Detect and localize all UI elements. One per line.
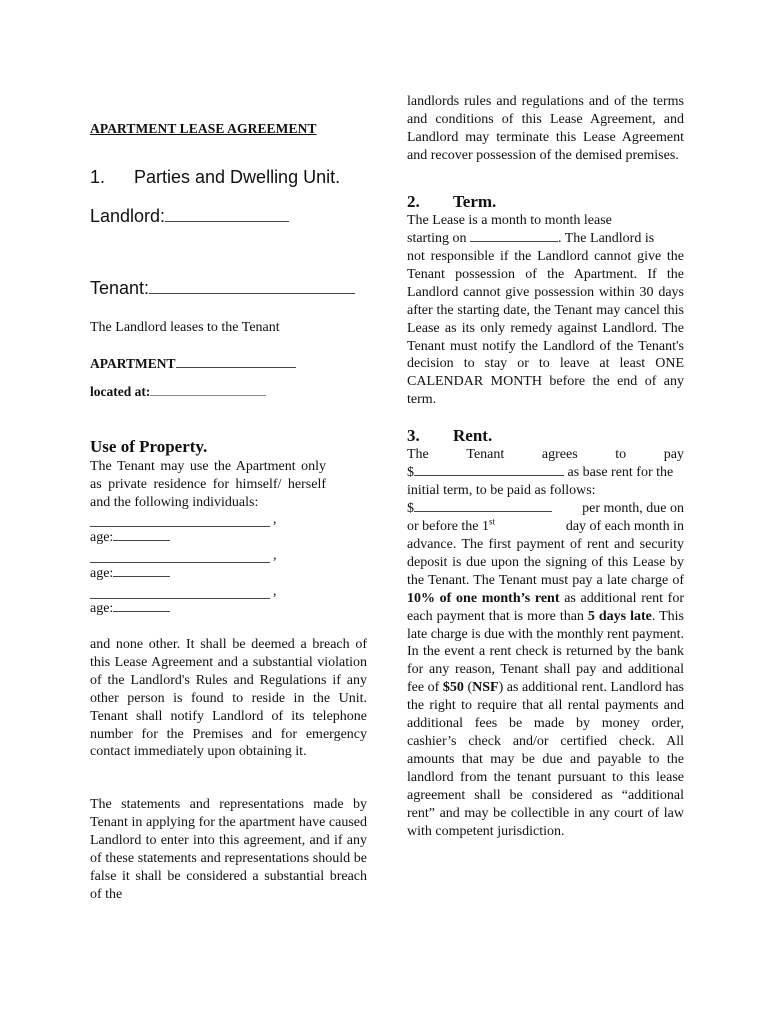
use-of-property-text: The Tenant may use the Apartment only as private residence for himself/ herself and the following individuals: xyxy=(90,459,326,510)
apartment-blank[interactable] xyxy=(176,367,296,368)
statements-paragraph: The statements and representations made by Tenant in applying for the apartment have caused Landlord to enter into this agreement, and if any of these statements and representations should be false it shall be considered a substantial breach of the xyxy=(90,797,367,902)
rent-line-5 xyxy=(407,518,684,536)
tenant-blank[interactable] xyxy=(149,293,355,294)
rent-heading xyxy=(407,426,492,446)
rent-word-pay: pay xyxy=(663,447,684,462)
rent-text-e: ) as additional rent. Landlord has the right to require that all rental payments and additional fees be made by money order, cashier’s check and/or certified check. All amounts that may be due and payable to the landlord from the tenant pursuant to this lease agreement shall be considered as “additional rent” and may be collectible in any court of law with competent jurisdiction. xyxy=(407,680,684,839)
rent-dollar-sign: $ xyxy=(407,501,414,516)
rent-word-to: to xyxy=(615,447,627,462)
rent-day-text: day of each month in xyxy=(565,519,684,534)
rent-text-a: advance. The first payment of rent and security deposit is due upon the signing of this Lease by the Tenant. The Tenant must pay a late charge of xyxy=(407,537,684,588)
rent-text-d: ( xyxy=(463,680,473,696)
located-blank[interactable] xyxy=(150,395,266,396)
individual-2-age xyxy=(90,566,170,582)
age-label: age: xyxy=(90,566,114,581)
rent-text-b: as additional rent for each payment that is more than xyxy=(407,590,684,624)
individual-2-row xyxy=(90,547,367,565)
base-rent-blank[interactable] xyxy=(414,475,564,476)
rent-base-text: as base rent for the xyxy=(567,465,674,480)
individual-1-age-blank[interactable] xyxy=(113,540,170,541)
individual-3-blank[interactable] xyxy=(90,583,270,599)
section-1-number: 1. xyxy=(90,167,106,187)
section-1-heading xyxy=(90,167,340,188)
individual-1-comma: , xyxy=(273,512,277,527)
term-heading: 2. Term. xyxy=(407,192,497,211)
rent-before-text: or before the 1 xyxy=(407,519,490,534)
term-paragraph: not responsible if the Landlord cannot give the Tenant possession of the Apartment. If the Landlord cannot give possession within 30 days after the starting date, the Tenant may cancel this Lease as its only remedy against Landlord. The Tenant must notify the Landlord of the Tenant's decision to stay or to leave at least ONE CALENDAR MONTH before the end of any term. xyxy=(407,249,684,408)
rent-dollar-sign: $ xyxy=(407,465,414,480)
apartment-field xyxy=(90,356,296,372)
age-label: age: xyxy=(90,601,114,616)
individual-2-blank[interactable] xyxy=(90,547,270,563)
landlord-field xyxy=(90,206,289,227)
continued-paragraph: landlords rules and regulations and of the terms and conditions of this Lease Agreement, and Landlord may terminate this Lease Agreement and recover possession of the demised premises. xyxy=(407,94,684,163)
term-landlord-is: . The Landlord is xyxy=(558,231,655,246)
rent-line-3: initial term, to be paid as follows: xyxy=(407,483,596,498)
none-other-paragraph: and none other. It shall be deemed a breach of this Lease Agreement and a substantial violation of the Landlord's Rules and Regulations if any other person is found to reside in the Unit. Tenant shall notify Landlord of its telephone number for the Premises and for emergency contact immediately upon obtaining it. xyxy=(90,637,367,760)
landlord-blank[interactable] xyxy=(165,221,289,222)
landlord-label: Landlord: xyxy=(90,206,166,226)
rent-word-tenant: Tenant xyxy=(466,447,505,462)
nsf-fee: $50 xyxy=(442,680,464,696)
rent-text-c: . This late charge is due with the monthly rent payment. In the event a rent check is returned by the bank for any reason, Tenant shall pay and additional fee of xyxy=(407,608,685,696)
term-line-2 xyxy=(407,230,684,248)
rent-per-month-text: per month, due on xyxy=(582,501,684,516)
tenant-field xyxy=(90,278,355,299)
individual-3-comma: , xyxy=(273,584,277,599)
term-title: Term. xyxy=(453,192,497,211)
rent-number: 3. xyxy=(407,426,420,445)
rent-title: Rent. xyxy=(453,426,493,445)
document-title: APARTMENT LEASE AGREEMENT xyxy=(90,121,317,136)
use-of-property-heading: Use of Property. xyxy=(90,437,208,456)
rent-word-the: The xyxy=(407,447,429,462)
individual-1-age xyxy=(90,530,170,546)
rent-ordinal-sup: st xyxy=(489,516,496,527)
tenant-label: Tenant: xyxy=(90,278,150,298)
rent-line-2 xyxy=(407,464,684,482)
rent-line-1 xyxy=(407,446,684,464)
leases-text: The Landlord leases to the Tenant xyxy=(90,320,280,335)
late-charge-amount: 10% of one month’s rent xyxy=(407,590,560,606)
term-line-1: The Lease is a month to month lease xyxy=(407,213,612,228)
term-start-date-blank[interactable] xyxy=(470,241,558,242)
nsf-label: NSF xyxy=(472,680,499,696)
individual-2-age-blank[interactable] xyxy=(113,576,170,577)
late-days: 5 days late xyxy=(587,608,652,624)
individual-3-age xyxy=(90,601,170,617)
rent-word-agrees: agrees xyxy=(541,447,578,462)
term-starting-on: starting on xyxy=(407,231,467,246)
apartment-label: APARTMENT xyxy=(90,356,176,371)
rent-paragraph xyxy=(407,536,684,840)
individual-3-age-blank[interactable] xyxy=(113,611,170,612)
monthly-rent-blank[interactable] xyxy=(414,511,552,512)
individual-2-comma: , xyxy=(273,548,277,563)
individual-1-row xyxy=(90,511,367,529)
located-label: located at: xyxy=(90,384,151,399)
located-field xyxy=(90,384,266,400)
rent-line-4 xyxy=(407,500,684,518)
section-1-title: Parties and Dwelling Unit. xyxy=(134,167,341,187)
age-label: age: xyxy=(90,530,114,545)
individual-1-blank[interactable] xyxy=(90,511,270,527)
individual-3-row xyxy=(90,583,367,601)
